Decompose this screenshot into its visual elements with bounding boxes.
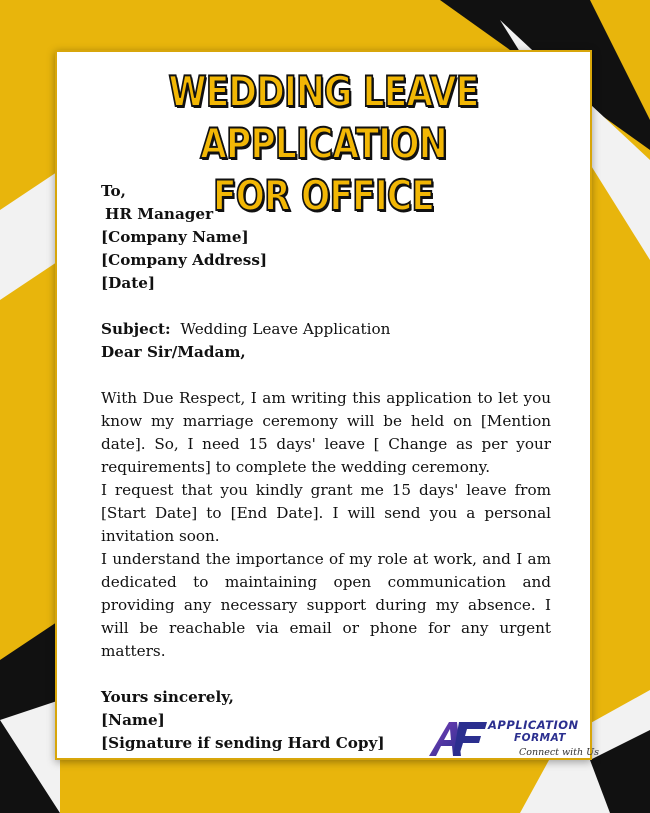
letter-salutation: Dear Sir/Madam, (101, 343, 246, 361)
subject-label: Subject: (101, 320, 171, 338)
letter-card (55, 50, 600, 760)
subject-text: Wedding Leave Application (180, 320, 391, 338)
letter-to: To, (101, 182, 126, 200)
body-paragraph-1: With Due Respect, I am writing this application to let you know my marriage ceremony will be held on [Mention date]. So, I need 15 days' leave [ Change as per your requirements] to complete the wedding ceremony. (101, 389, 551, 476)
logo-text-application: APPLICATION (488, 718, 579, 732)
letter-recipient: HR Manager (105, 205, 214, 223)
application-format-logo (427, 716, 600, 762)
letter-body (101, 180, 551, 755)
letter-company-name: [Company Name] (101, 228, 249, 246)
af-logo-icon (427, 718, 489, 758)
body-paragraph-3: I understand the importance of my role at work, and I am dedicated to maintaining open communication and providing any necessary support during my absence. I will be reachable via email or phone for any urgent matters. (101, 550, 551, 660)
title-line-2: FOR OFFICE (212, 171, 435, 220)
title-line-1: WEDDING LEAVE APPLICATION (168, 67, 479, 168)
logo-tagline: Connect with Us (519, 747, 600, 758)
logo-text-format: FORMAT (514, 732, 566, 744)
letter-name: [Name] (101, 711, 165, 729)
letter-date: [Date] (101, 274, 156, 292)
body-paragraph-2: I request that you kindly grant me 15 days' leave from [Start Date] to [End Date]. I will send you a personal invitation soon. (101, 481, 551, 545)
letter-subject (101, 318, 551, 341)
letter-company-address: [Company Address] (101, 251, 268, 269)
letter-signature: [Signature if sending Hard Copy] (101, 734, 385, 752)
letter-closing: Yours sincerely, (101, 688, 234, 706)
